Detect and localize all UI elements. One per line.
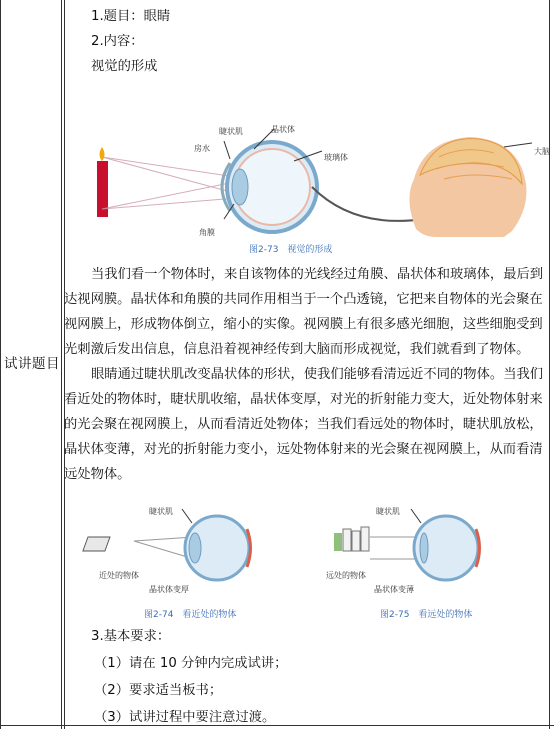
side-label: 试讲题目	[4, 356, 60, 372]
paragraph-2: 眼睛通过睫状肌改变晶状体的形状，使我们能够看清远近不同的物体。当我们看近处的物体时，睫状肌收缩，晶状体变厚，对光的折射能力变大，近处物体射来的光会聚在视网膜上，从而看清近处物体；当我们看远处的物体时，睫状肌放松，晶状体变薄，对光的折射能力变小，远处物体射来的光会聚在视网膜上，从而看清远处物体。	[64, 367, 544, 482]
buildings-icon	[361, 527, 369, 551]
left-label-lens: 晶状体变厚	[149, 585, 189, 594]
label-ciliary: 睫状肌	[219, 127, 243, 136]
topic-line: 1.题目：眼睛	[91, 9, 171, 24]
figure1-caption-row	[64, 238, 550, 258]
right-label-object: 远处的物体	[326, 571, 366, 580]
optic-nerve	[312, 187, 424, 221]
paragraph-1: 当我们看一个物体时，来自该物体的光线经过角膜、晶状体和玻璃体，最后到达视网膜。晶状体和角膜的共同作用相当于一个凸透镜，它把来自物体的光会聚在视网膜上，形成物体倒立，缩小的实像。视网膜上有很多感光细胞，这些细胞受到光刺激后发出信息，信息沿着视神经传到大脑而形成视觉，我们就看到了物体。	[64, 267, 544, 357]
figure2-right-caption: 图2-75 看远处的物体	[380, 610, 473, 620]
table-divider	[61, 0, 62, 729]
content-line: 2.内容：	[91, 34, 144, 49]
table-border-left	[0, 0, 1, 729]
requirement-item: （3）试讲过程中要注意过渡。	[94, 710, 276, 725]
label-lens: 晶状体	[271, 125, 295, 134]
right-label-ciliary: 睫状肌	[376, 507, 400, 516]
figure-focus	[64, 493, 550, 603]
flame-icon	[100, 147, 105, 161]
section-heading: 视觉的形成	[91, 59, 158, 74]
label-brain: 大脑	[534, 147, 550, 156]
right-label-lens: 晶状体变薄	[374, 585, 414, 594]
figure-vision-formation	[64, 79, 550, 238]
lens-shape	[232, 169, 248, 205]
requirement-item: （1）请在 10 分钟内完成试讲；	[94, 656, 288, 671]
left-label-ciliary: 睫状肌	[149, 507, 173, 516]
figure1-caption: 图2-73 视觉的形成	[249, 245, 333, 255]
figure2-caption-row	[64, 603, 550, 623]
requirement-item: （2）要求适当板书；	[94, 683, 223, 698]
figure2-left-caption: 图2-74 看近处的物体	[144, 610, 237, 620]
content-cell	[64, 0, 550, 731]
label-cornea: 角膜	[199, 228, 215, 237]
book-icon	[83, 537, 110, 551]
label-aqueous: 房水	[194, 144, 210, 153]
label-vitreous: 玻璃体	[324, 153, 348, 162]
requirements-heading: 3.基本要求：	[91, 629, 171, 644]
left-label-object: 近处的物体	[99, 571, 139, 580]
vision-diagram	[64, 79, 550, 238]
